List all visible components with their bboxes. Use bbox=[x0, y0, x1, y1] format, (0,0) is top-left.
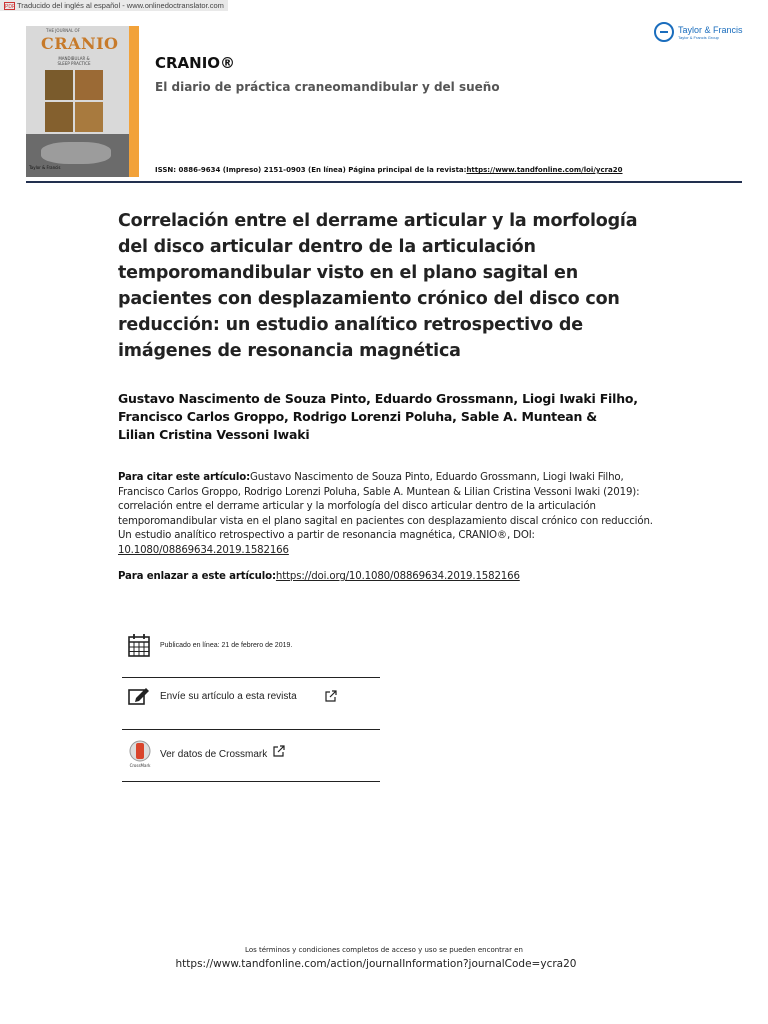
terms-link[interactable]: https://www.tandfonline.com/action/journalInformation?journalCode=ycra20 bbox=[175, 958, 577, 970]
cover-image bbox=[45, 102, 73, 132]
doi-link[interactable]: https://doi.org/10.1080/08869634.2019.1582166 bbox=[275, 571, 520, 582]
publisher-logo[interactable] bbox=[654, 22, 743, 42]
divider bbox=[122, 781, 380, 782]
published-date: Publicado en línea: 21 de febrero de 2019. bbox=[160, 641, 293, 649]
crossmark-icon bbox=[128, 740, 152, 768]
crossmark-label[interactable]: Ver datos de Crossmark bbox=[160, 748, 268, 760]
citation-block bbox=[118, 471, 658, 559]
divider bbox=[122, 677, 380, 678]
submit-article-label[interactable]: Envíe su artículo a esta revista bbox=[160, 690, 297, 702]
calendar-icon bbox=[128, 633, 150, 657]
issn-line bbox=[155, 166, 623, 174]
publisher-logo-text bbox=[678, 25, 743, 40]
publisher-group: Taylor & Francis Group bbox=[678, 34, 719, 40]
article-link-line bbox=[118, 571, 520, 582]
crossmark-row[interactable] bbox=[128, 740, 285, 768]
submit-article-row[interactable] bbox=[128, 686, 337, 706]
crossmark-icon-text: CrossMark bbox=[129, 763, 151, 768]
terms-text: Los términos y condiciones completos de acceso y uso se pueden encontrar en bbox=[245, 946, 523, 954]
cover-publisher: Taylor & Francis bbox=[29, 165, 61, 170]
cover-image bbox=[75, 102, 103, 132]
cover-strip bbox=[129, 26, 139, 177]
publisher-name: Taylor & Francis bbox=[678, 24, 743, 35]
cover-logo: CRANIO bbox=[41, 34, 119, 53]
pdf-icon: PDF bbox=[5, 3, 15, 10]
link-label: Para enlazar a este artículo: bbox=[118, 571, 276, 582]
journal-name: CRANIO® bbox=[155, 54, 236, 72]
external-link-icon bbox=[273, 745, 285, 757]
journal-cover bbox=[26, 26, 139, 177]
cite-text: Gustavo Nascimento de Souza Pinto, Eduardo Grossmann, Liogi Iwaki Filho, Francisco Carlos Groppo, Rodrigo Lorenzi Poluha, Sable A. Muntean & Lilian Cristina Vessoni Iwaki (2019): correlación entre el derrame articular y la morfología del disco articular dentro de la articulación temporomandibular vista en el plano sagital en pacientes con desplazamiento discal crónico con reducción. Un estudio analítico retrospectivo a partir de resonancia magnética, CRANIO®, DOI: bbox=[118, 472, 653, 542]
cite-doi-link[interactable]: 10.1080/08869634.2019.1582166 bbox=[118, 544, 289, 556]
published-row bbox=[128, 633, 292, 657]
issn-text: ISSN: 0886-9634 (Impreso) 2151-0903 (En línea) Página principal de la revista: bbox=[155, 166, 467, 174]
header-rule bbox=[26, 181, 742, 183]
journal-subtitle: El diario de práctica craneomandibular y del sueño bbox=[155, 80, 500, 94]
article-authors: Gustavo Nascimento de Souza Pinto, Eduardo Grossmann, Liogi Iwaki Filho, Francisco Carlos Groppo, Rodrigo Lorenzi Poluha, Sable A. Muntean & Lilian Cristina Vessoni Iwaki bbox=[118, 391, 638, 442]
edit-icon bbox=[128, 686, 150, 706]
cover-xray-jaw bbox=[41, 142, 111, 164]
cover-journal-small: THE JOURNAL OF bbox=[46, 28, 80, 33]
cover-image bbox=[45, 70, 73, 100]
banner-text: Traducido del inglés al español - www.onlinedoctranslator.com bbox=[17, 1, 224, 10]
translation-banner[interactable] bbox=[0, 0, 228, 11]
taylor-francis-icon bbox=[654, 22, 674, 42]
cover-subtitle: MANDIBULAR & SLEEP PRACTICE bbox=[57, 56, 91, 66]
external-link-icon bbox=[325, 690, 337, 702]
cover-image bbox=[75, 70, 103, 100]
divider bbox=[122, 729, 380, 730]
article-title: Correlación entre el derrame articular y la morfología del disco articular dentro de la articulación temporomandibular visto en el plano sagital en pacientes con desplazamiento crónico del disco con reducción: un estudio analítico retrospectivo de imágenes de resonancia magnética bbox=[118, 211, 638, 361]
cite-label: Para citar este artículo: bbox=[118, 472, 251, 483]
journal-homepage-link[interactable]: https://www.tandfonline.com/loi/ycra20 bbox=[466, 166, 623, 174]
